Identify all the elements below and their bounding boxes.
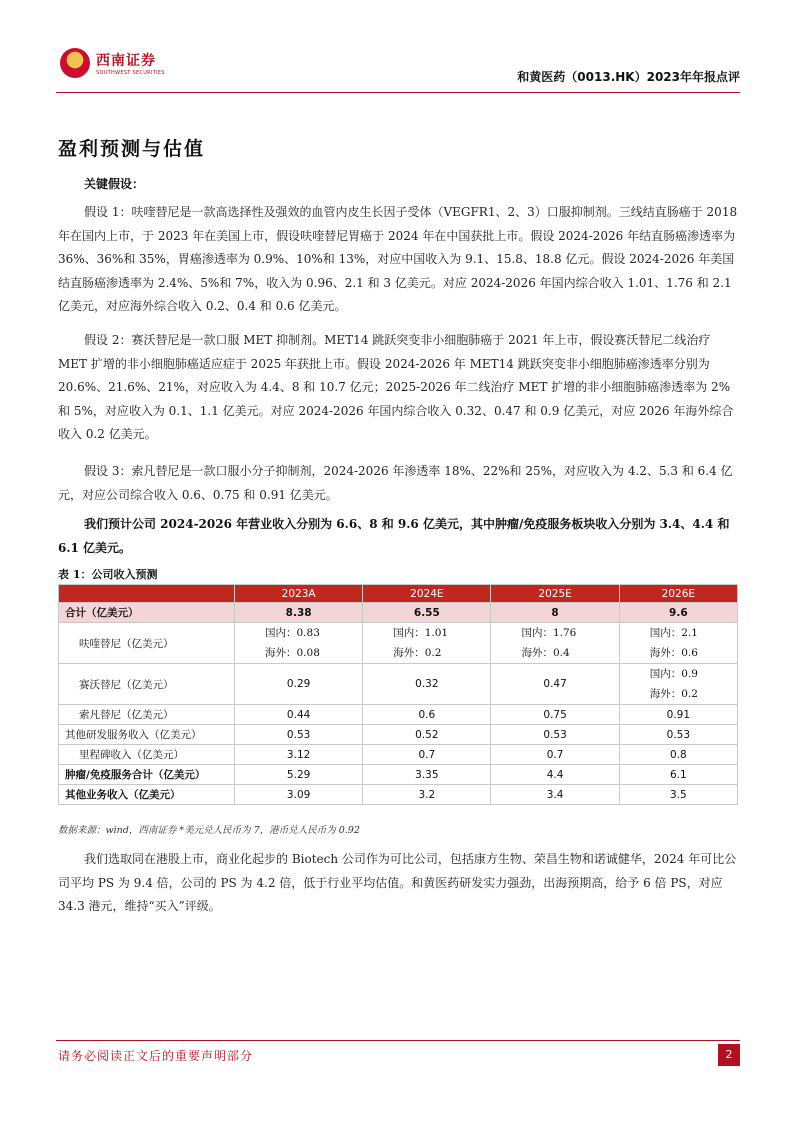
table-cell: 3.12 bbox=[235, 745, 363, 765]
table-cell bbox=[235, 623, 363, 664]
table-cell: 0.91 bbox=[619, 705, 737, 725]
valuation-paragraph: 我们选取同在港股上市，商业化起步的 Biotech 公司作为可比公司，包括康方生物、荣昌生物和诺诚健华，2024 年可比公司平均 PS 为 9.4 倍，公司的 PS 为 4.2 倍，低于行业平均估值。和黄医药研发实力强劲，出海预期高，给予 6 倍 PS，对应 34.3 港元，维持“买入”评级。 bbox=[58, 852, 737, 913]
table-cell bbox=[619, 623, 737, 664]
domestic-value: 国内：1.76 bbox=[521, 627, 577, 639]
table-cell: 9.6 bbox=[619, 603, 737, 623]
overseas-value: 海外：0.6 bbox=[649, 647, 698, 659]
table-cell: 0.53 bbox=[491, 725, 619, 745]
column-header: 2023A bbox=[235, 585, 363, 603]
logo-emblem-icon bbox=[60, 48, 90, 78]
report-title: 和黄医药（0013.HK）2023年年报点评 bbox=[517, 70, 740, 84]
forecast-summary: 我们预计公司 2024-2026 年营业收入分别为 6.6、8 和 9.6 亿美元，其中肿瘤/免疫服务板块收入分别为 3.4、4.4 和 6.1 亿美元。 bbox=[58, 517, 730, 555]
table-row bbox=[59, 745, 738, 765]
domestic-value: 国内：1.01 bbox=[393, 627, 449, 639]
table-row bbox=[59, 785, 738, 805]
table-cell: 6.1 bbox=[619, 765, 737, 785]
table-cell: 8.38 bbox=[235, 603, 363, 623]
table-cell: 3.5 bbox=[619, 785, 737, 805]
table-cell: 0.44 bbox=[235, 705, 363, 725]
overseas-value: 海外：0.2 bbox=[393, 647, 442, 659]
table-cell: 0.75 bbox=[491, 705, 619, 725]
table-cell: 8 bbox=[491, 603, 619, 623]
table-row-fruquintinib bbox=[59, 623, 738, 664]
table-header-row bbox=[59, 585, 738, 603]
column-header: 2025E bbox=[491, 585, 619, 603]
table-cell bbox=[363, 623, 491, 664]
table-row-savolitinib bbox=[59, 664, 738, 705]
overseas-value: 海外：0.2 bbox=[649, 688, 698, 700]
row-label: 肿瘤/免疫服务合计（亿美元） bbox=[59, 765, 235, 785]
table-cell: 0.7 bbox=[491, 745, 619, 765]
row-label: 呋喹替尼（亿美元） bbox=[59, 623, 235, 664]
row-label: 索凡替尼（亿美元） bbox=[59, 705, 235, 725]
table-cell: 6.55 bbox=[363, 603, 491, 623]
header-divider bbox=[56, 92, 740, 93]
overseas-value: 海外：0.08 bbox=[265, 647, 320, 659]
assumption-2: 假设 2：赛沃替尼是一款口服 MET 抑制剂。MET14 跳跃突变非小细胞肺癌于 2021 年上市，假设赛沃替尼二线治疗 MET 扩增的非小细胞肺癌适应症于 2025 年获批上市。假设 2024-2026 年 MET14 跳跃突变非小细胞肺癌渗透率分别为 20.6%、21.6%、21%，对应收入为 4.4、8 和 10.7 亿元；2025-2026 年二线治疗 MET 扩增的非小细胞肺癌渗透率为 2%和 5%，对应收入为 0.1、1.1 亿美元。对应 2024-2026 年国内综合收入 0.32、0.47 和 0.9 亿美元，对应 2026 年海外综合收入 0.2 亿美元。 bbox=[58, 333, 734, 441]
assumption-3: 假设 3：索凡替尼是一款口服小分子抑制剂，2024-2026 年渗透率 18%、22%和 25%，对应收入为 4.2、5.3 和 6.4 亿元，对应公司综合收入 0.6、0.75 和 0.91 亿美元。 bbox=[58, 464, 733, 502]
logo-text: 西南证券 bbox=[96, 53, 156, 69]
table-cell: 0.8 bbox=[619, 745, 737, 765]
table-cell: 5.29 bbox=[235, 765, 363, 785]
table-cell: 0.53 bbox=[619, 725, 737, 745]
table-cell: 3.2 bbox=[363, 785, 491, 805]
overseas-value: 海外：0.4 bbox=[521, 647, 570, 659]
page-number: 2 bbox=[718, 1044, 740, 1066]
table-cell: 0.47 bbox=[491, 664, 619, 705]
footer-divider bbox=[56, 1040, 740, 1041]
disclaimer-note: 请务必阅读正文后的重要声明部分 bbox=[58, 1049, 254, 1063]
column-header: 2024E bbox=[363, 585, 491, 603]
page-header bbox=[56, 44, 740, 90]
table-cell: 0.6 bbox=[363, 705, 491, 725]
table-cell: 0.52 bbox=[363, 725, 491, 745]
domestic-value: 国内：0.9 bbox=[649, 668, 698, 680]
table-row-total bbox=[59, 603, 738, 623]
table-row bbox=[59, 765, 738, 785]
domestic-value: 国内：0.83 bbox=[265, 627, 320, 639]
table-cell: 3.4 bbox=[491, 785, 619, 805]
table-cell bbox=[619, 664, 737, 705]
table-row bbox=[59, 705, 738, 725]
table-cell: 0.32 bbox=[363, 664, 491, 705]
table-cell: 0.53 bbox=[235, 725, 363, 745]
company-logo bbox=[56, 48, 176, 82]
table-source-note: 数据来源：wind，西南证券 *美元兑人民币为 7，港币兑人民币为 0.92 bbox=[58, 825, 360, 836]
table-caption: 表 1：公司收入预测 bbox=[58, 568, 158, 581]
revenue-forecast-table bbox=[58, 584, 738, 805]
row-label: 其他业务收入（亿美元） bbox=[59, 785, 235, 805]
row-label: 里程碑收入（亿美元） bbox=[59, 745, 235, 765]
section-title: 盈利预测与估值 bbox=[58, 138, 206, 160]
table-cell: 3.09 bbox=[235, 785, 363, 805]
table-cell: 4.4 bbox=[491, 765, 619, 785]
domestic-value: 国内：2.1 bbox=[649, 627, 698, 639]
table-corner bbox=[59, 585, 235, 603]
table-cell: 0.29 bbox=[235, 664, 363, 705]
row-label: 赛沃替尼（亿美元） bbox=[59, 664, 235, 705]
row-label: 其他研发服务收入（亿美元） bbox=[59, 725, 235, 745]
column-header: 2026E bbox=[619, 585, 737, 603]
logo-subtext: SOUTHWEST SECURITIES bbox=[96, 70, 165, 76]
key-assumptions-heading: 关键假设： bbox=[84, 177, 145, 191]
table-cell: 0.7 bbox=[363, 745, 491, 765]
assumption-1: 假设 1：呋喹替尼是一款高选择性及强效的血管内皮生长因子受体（VEGFR1、2、3）口服抑制剂。三线结直肠癌于 2018 年在国内上市，于 2023 年在美国上市，假设呋喹替尼胃癌于 2024 年在中国获批上市。假设 2024-2026 年结直肠癌渗透率为 36%、36%和 35%，胃癌渗透率为 0.9%、10%和 13%，对应中国收入为 9.1、15.8、18.8 亿元。假设 2024-2026 年美国结直肠癌渗透率为 2.4%、5%和 7%，收入为 0.96、2.1 和 3 亿美元。对应 2024-2026 年国内综合收入 1.01、1.76 和 2.1 亿美元，对应海外综合收入 0.2、0.4 和 0.6 亿美元。 bbox=[58, 205, 738, 313]
table-cell: 3.35 bbox=[363, 765, 491, 785]
table-row bbox=[59, 725, 738, 745]
row-label: 合计（亿美元） bbox=[59, 603, 235, 623]
table-cell bbox=[491, 623, 619, 664]
